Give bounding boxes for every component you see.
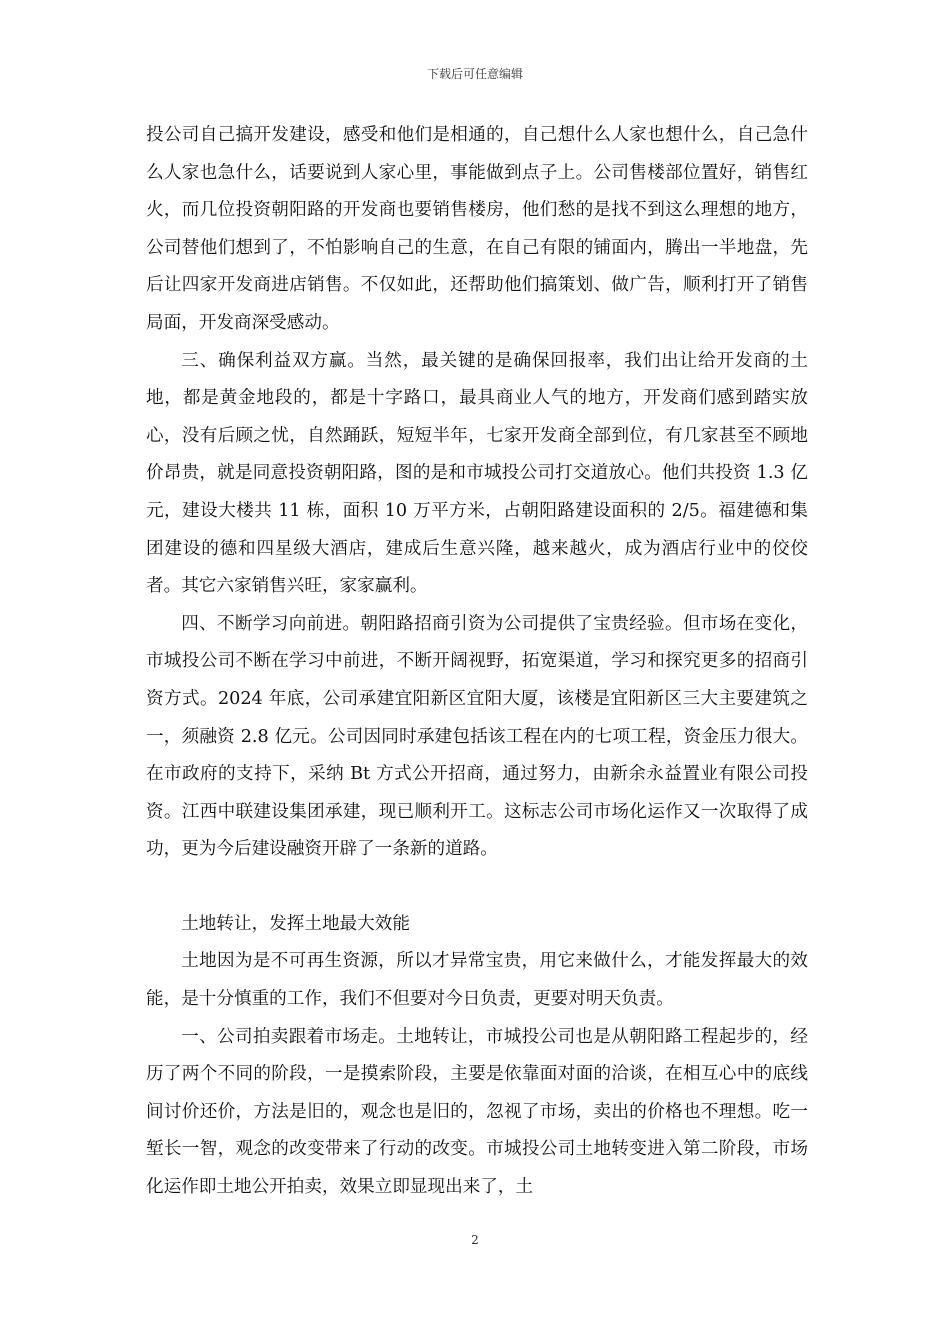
paragraph-land-intro: 土地因为是不可再生资源，所以才异常宝贵，用它来做什么，才能发挥最大的效能，是十分慎重的工作，我们不但要对今日负责，更要对明天负责。 <box>146 951 808 1010</box>
paragraph-keep-learning: 四、不断学习向前进。朝阳路招商引资为公司提供了宝贵经验。但市场在变化，市城投公司不断在学习中前进，不断开阔视野，拓宽渠道，学习和探究更多的招商引资方式。2024 年底，公司承建宜阳新区宜阳大厦，该楼是宜阳新区三大主要建筑之一，须融资 2.8 亿元。公司因同时承建包括该工程在内的七项工程，资金压力很大。在市政府的支持下，采纳 Bt 方式公开招商，通过努力，由新余永益置业有限公司投资。江西中联建设集团承建，现已顺利开工。这标志公司市场化运作又一次取得了成功，更为今后建设融资开辟了一条新的道路。 <box>146 613 808 860</box>
page-header: 下载后可任意编辑 <box>426 67 523 81</box>
paragraph-auction: 一、公司拍卖跟着市场走。土地转让，市城投公司也是从朝阳路工程起步的，经历了两个不同的阶段，一是摸索阶段，主要是依靠面对面的洽谈，在相互心中的底线间讨价还价，方法是旧的，观念也是旧的，忽视了市场，卖出的价格也不理想。吃一堑长一智，观念的改变带来了行动的改变。市城投公司土地转变进入第二阶段，市场化运作即土地公开拍卖，效果立即显现出来了，土 <box>146 1026 808 1198</box>
paragraph-win-win: 三、确保利益双方赢。当然，最关键的是确保回报率，我们出让给开发商的土地，都是黄金地段的，都是十字路口，最具商业人气的地方，开发商们感到踏实放心，没有后顾之忧，自然踊跃，短短半年，七家开发商全部到位，有几家甚至不顾地价昂贵，就是同意投资朝阳路，图的是和市城投公司打交道放心。他们共投资 1.3 亿元，建设大楼共 11 栋，面积 10 万平方米，占朝阳路建设面积的 2/5。福建德和集团建设的德和四星级大酒店，建成后生意兴隆，越来越火，成为酒店行业中的佼佼者。其它六家销售兴旺，家家赢利。 <box>146 350 808 597</box>
document-body <box>146 117 808 1207</box>
blank-line <box>146 869 808 906</box>
paragraph-continuation: 投公司自己搞开发建设，感受和他们是相通的，自己想什么人家也想什么，自己急什么人家也急什么，话要说到人家心里，事能做到点子上。公司售楼部位置好，销售红火，而几位投资朝阳路的开发商也要销售楼房，他们愁的是找不到这么理想的地方，公司替他们想到了，不怕影响自己的生意，在自己有限的铺面内，腾出一半地盘，先后让四家开发商进店销售。不仅如此，还帮助他们搞策划、做广告，顺利打开了销售局面，开发商深受感动。 <box>146 125 808 333</box>
page-number: 2 <box>471 1233 479 1247</box>
section-heading: 土地转让，发挥土地最大效能 <box>181 913 410 934</box>
